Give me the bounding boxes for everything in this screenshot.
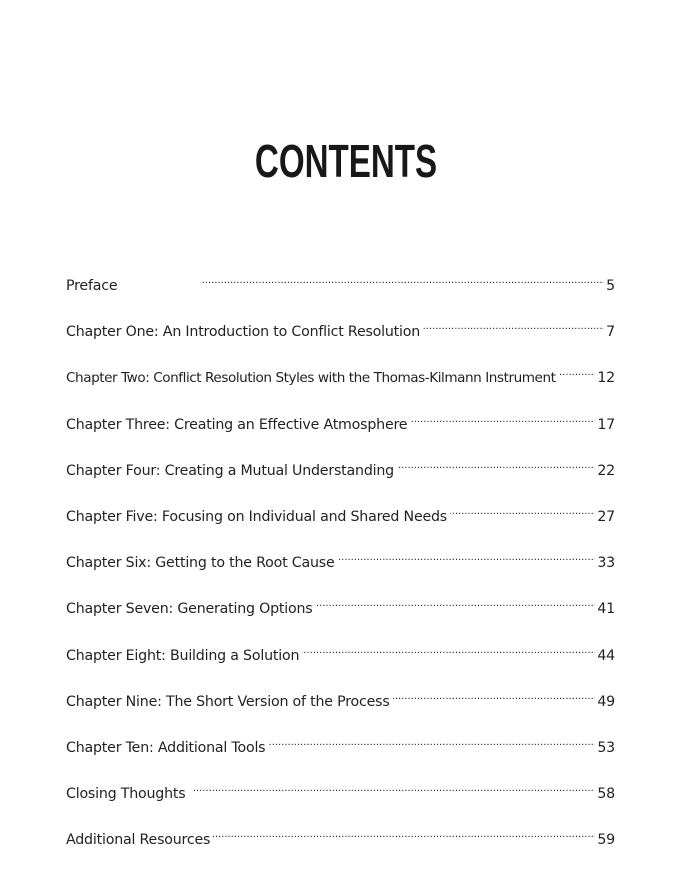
toc-entry-page-number: 41 [597, 601, 615, 618]
toc-entry-chapter-six[interactable] [66, 543, 615, 589]
dot-leader [316, 589, 596, 613]
dot-leader [188, 774, 595, 798]
toc-entry-page-number: 27 [597, 508, 615, 525]
toc-entry-label: Chapter Two: Conflict Resolution Styles with the Thomas-Kilmann Instrument [66, 370, 556, 387]
dot-leader [302, 636, 595, 660]
toc-entry-label: Chapter Seven: Generating Options [66, 601, 313, 618]
toc-entry-chapter-five[interactable] [66, 497, 615, 543]
dot-leader [120, 266, 604, 290]
toc-entry-page-number: 53 [597, 739, 615, 756]
dot-leader [397, 451, 595, 475]
toc-entry-closing-thoughts[interactable] [66, 774, 615, 820]
toc-entry-page-number: 17 [597, 416, 615, 433]
toc-entry-label: Chapter Four: Creating a Mutual Understanding [66, 462, 394, 479]
toc-entry-page-number: 7 [606, 324, 615, 341]
toc-entry-chapter-two[interactable] [66, 358, 615, 404]
toc-entry-chapter-four[interactable] [66, 451, 615, 497]
toc-entry-chapter-seven[interactable] [66, 589, 615, 635]
page-title: CONTENTS [254, 135, 438, 187]
toc-entry-label: Chapter Five: Focusing on Individual and Shared Needs [66, 508, 447, 525]
toc-entry-page-number: 58 [597, 786, 615, 803]
toc-entry-label: Chapter Ten: Additional Tools [66, 739, 266, 756]
dot-leader [393, 682, 596, 706]
dot-leader [450, 497, 595, 521]
toc-entry-page-number: 44 [597, 647, 615, 664]
dot-leader [337, 543, 595, 567]
toc-entry-page-number: 5 [606, 278, 615, 294]
toc-entry-label: Chapter Six: Getting to the Root Cause [66, 555, 335, 572]
toc-entry-page-number: 49 [597, 693, 615, 710]
toc-entry-additional-resources[interactable] [66, 820, 615, 866]
toc-entry-page-number: 22 [597, 462, 615, 479]
toc-entry-preface[interactable] [66, 266, 615, 312]
toc-entry-label: Preface [66, 278, 118, 294]
toc-entry-page-number: 59 [597, 832, 615, 849]
dot-leader [410, 405, 595, 429]
toc-entry-page-number: 33 [597, 555, 615, 572]
dot-leader [213, 820, 595, 844]
dot-leader [559, 358, 596, 382]
toc-entry-label: Closing Thoughts [66, 786, 186, 803]
toc-entry-chapter-three[interactable] [66, 405, 615, 451]
dot-leader [423, 312, 604, 336]
table-of-contents [66, 266, 615, 866]
toc-entry-page-number: 12 [597, 370, 615, 387]
dot-leader [268, 728, 595, 752]
toc-entry-chapter-one[interactable] [66, 312, 615, 358]
toc-entry-chapter-ten[interactable] [66, 728, 615, 774]
toc-entry-label: Additional Resources [66, 832, 211, 849]
toc-entry-label: Chapter Three: Creating an Effective Atmosphere [66, 416, 408, 433]
toc-entry-label: Chapter One: An Introduction to Conflict Resolution [66, 324, 421, 341]
toc-entry-label: Chapter Eight: Building a Solution [66, 647, 300, 664]
toc-entry-label: Chapter Nine: The Short Version of the Process [66, 693, 390, 710]
toc-entry-chapter-nine[interactable] [66, 682, 615, 728]
toc-entry-chapter-eight[interactable] [66, 636, 615, 682]
